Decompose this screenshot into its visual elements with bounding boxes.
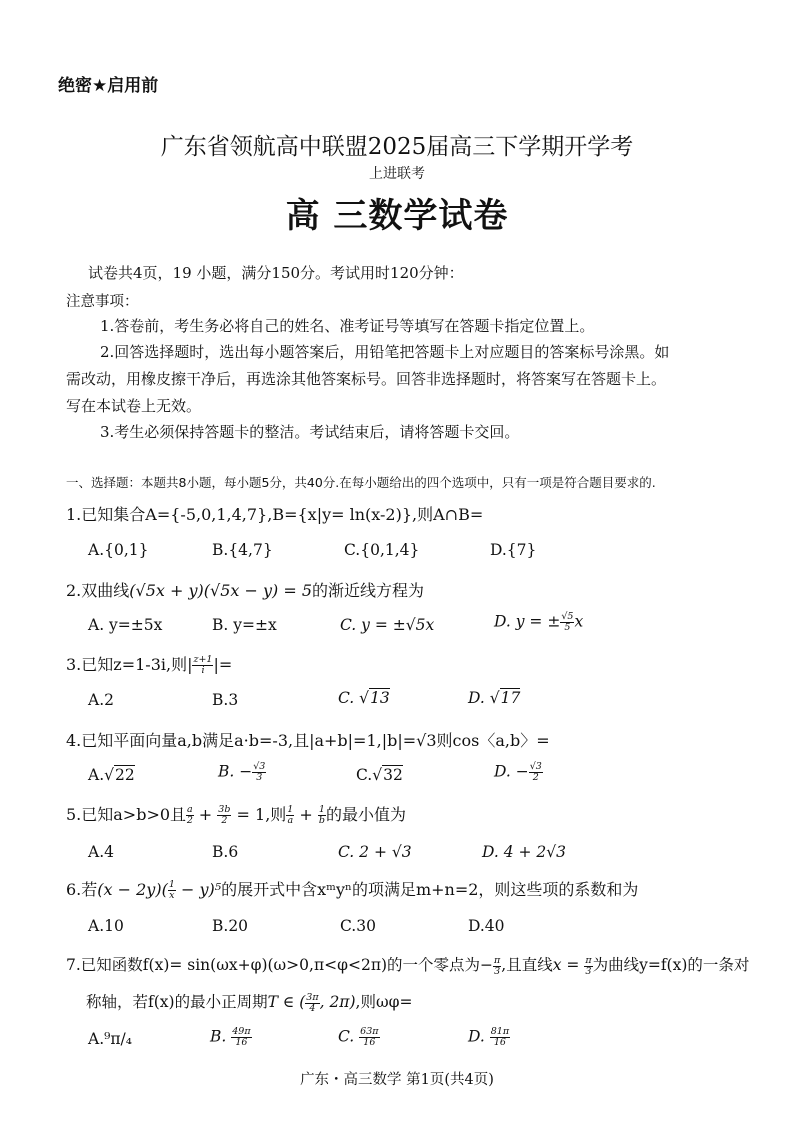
note-2-line-1: 2.回答选择题时，选出每小题答案后，用铅笔把答题卡上对应题目的答案标号涂黑。如	[100, 343, 670, 361]
q7-line2-T2: , 2π)	[319, 993, 356, 1011]
q7-d-num: 81π	[490, 1026, 510, 1037]
question-5-stem	[66, 802, 406, 826]
q5-f3-den: a	[287, 815, 294, 826]
q5-plus-2: +	[294, 805, 318, 824]
exam-subtitle: 上进联考	[369, 166, 425, 182]
q4-option-c: C.√32	[356, 766, 403, 784]
q5-f1-den: 2	[186, 815, 193, 826]
q3-d-radicand: 17	[500, 689, 521, 707]
note-2-line-2: 需改动，用橡皮擦干净后，再选涂其他答案标号。回答非选择题时，将答案写在答题卡上。	[66, 370, 667, 388]
q7-x-num: π	[585, 954, 592, 966]
q7-c-den: 16	[363, 1037, 376, 1048]
note-2-line-3: 写在本试卷上无效。	[66, 397, 202, 415]
q6-f-den: x	[169, 890, 175, 901]
note-3: 3.考生必须保持答题卡的整洁。考试结束后，请将答题卡交回。	[100, 423, 520, 441]
q3-option-c: C. √13	[338, 689, 390, 707]
q6-fraction	[168, 880, 176, 901]
exam-title: 广东省领航高中联盟2025届高三下学期开学考	[160, 134, 634, 160]
q2-d-fraction	[560, 612, 574, 633]
q7-option-b	[210, 1027, 252, 1048]
q7-b-fraction	[231, 1027, 251, 1048]
q3-d-pre: D.	[468, 689, 490, 707]
q4-d-fraction	[529, 762, 543, 783]
q5-f3-num: 1	[287, 804, 294, 815]
q7-t-den: 4	[309, 1002, 316, 1014]
q4-d-den: 2	[532, 772, 539, 783]
q6-stem-post: 的展开式中含xᵐyⁿ的项满足m+n=2，则这些项的系数和为	[221, 880, 639, 899]
q5-f4-num: 1	[318, 804, 325, 815]
q3-option-a: A.2	[88, 691, 114, 709]
q1-option-a: A.{0,1}	[88, 541, 149, 559]
q2-d-num: √5	[561, 611, 574, 622]
q4-c-pre: C.	[356, 766, 373, 784]
q7-line1-pre: 7.已知函数f(x)= sin(ωx+φ)(ω>0,π<φ<2π)的一个零点为−	[66, 956, 494, 974]
q7-period-fraction	[305, 993, 319, 1014]
q4-b-fraction	[252, 762, 266, 783]
q7-option-a: A.⁹π/₄	[88, 1030, 132, 1048]
q6-stem-pre: 6.若	[66, 880, 98, 899]
q3-option-d: D. √17	[468, 689, 521, 707]
q3-stem-pre: 3.已知z=1-3i,则|	[66, 655, 193, 674]
q4-d-num: √3	[529, 761, 542, 772]
question-7-line-2	[86, 990, 412, 1014]
q5-option-c: C. 2 + √3	[338, 843, 412, 861]
question-1-stem: 1.已知集合A={-5,0,1,4,7},B={x|y= ln(x-2)},则A∩B=	[66, 505, 484, 524]
q5-f2-num: 3b	[218, 804, 231, 815]
exam-summary: 试卷共4页，19 小题，满分150分。考试用时120分钟：	[88, 264, 464, 282]
q4-b-num: √3	[253, 761, 266, 772]
q7-line2-post: ,则ωφ=	[355, 993, 413, 1011]
question-6-stem	[66, 877, 638, 901]
q2-stem-pre: 2.双曲线	[66, 581, 130, 600]
q7-option-d	[468, 1027, 510, 1048]
q7-line2-pre: 称轴，若f(x)的最小正周期	[86, 993, 268, 1011]
q1-option-d: D.{7}	[490, 541, 537, 559]
q7-x-den: 3	[585, 965, 592, 977]
q2-d-den: 5	[564, 622, 571, 633]
q7-d-den: 16	[493, 1037, 506, 1048]
notes-title: 注意事项：	[66, 294, 139, 310]
q7-z-num: π	[494, 954, 501, 966]
q4-option-b	[218, 762, 266, 783]
q5-f1-num: a	[187, 804, 193, 815]
q5-plus: +	[193, 805, 218, 824]
q5-stem-post: 的最小值为	[325, 805, 406, 824]
q4-c-radicand: 32	[383, 766, 403, 784]
q7-line2-T: T ∈ (	[267, 993, 306, 1011]
question-7-line-1	[66, 953, 749, 977]
q5-f4-den: b	[318, 815, 325, 826]
q3-frac-num: z+1	[193, 654, 213, 665]
q7-z-den: 3	[494, 965, 501, 977]
q5-option-a: A.4	[88, 843, 114, 861]
q5-f2-den: 2	[221, 815, 228, 826]
q7-c-pre: C.	[338, 1027, 360, 1046]
q2-stem-post: 的渐近线方程为	[312, 581, 425, 600]
q5-stem-pre: 5.已知a>b>0且	[66, 805, 187, 824]
q7-option-c	[338, 1027, 380, 1048]
q3-c-pre: C.	[338, 689, 360, 707]
q5-option-d: D. 4 + 2√3	[482, 843, 567, 861]
q7-c-num: 63π	[360, 1026, 379, 1037]
q7-axis-fraction	[584, 956, 592, 977]
q2-option-d	[494, 612, 583, 633]
q6-f-num: 1	[168, 879, 175, 890]
q2-stem-math: (√5x + y)(√5x − y) = 5	[129, 581, 313, 600]
q4-b-den: 3	[256, 772, 263, 783]
q7-b-num: 49π	[232, 1026, 251, 1037]
q7-d-pre: D.	[468, 1027, 490, 1046]
q3-c-radicand: 13	[370, 689, 390, 707]
section-heading: 一、选择题：本题共8小题，每小题5分，共40分.在每小题给出的四个选项中，只有一项是符合题目要求的.	[66, 475, 656, 490]
q6-option-d: D.40	[468, 917, 505, 935]
question-2-stem	[66, 578, 424, 601]
q6-option-c: C.30	[340, 917, 376, 935]
q2-option-a: A. y=±5x	[88, 616, 163, 634]
q3-frac-den: i	[201, 665, 205, 676]
q1-option-b: B.{4,7}	[212, 541, 273, 559]
q7-line1-post: 为曲线y=f(x)的一条对	[592, 956, 750, 974]
q6-option-b: B.20	[212, 917, 249, 935]
q7-b-den: 16	[235, 1037, 248, 1048]
q2-d-post: x	[574, 612, 584, 631]
q6-option-a: A.10	[88, 917, 124, 935]
confidential-label: 绝密★启用前	[58, 76, 159, 96]
q5-fraction-1	[186, 805, 194, 826]
question-3-stem	[66, 652, 232, 676]
q6-math-2: − y)⁵	[175, 880, 222, 899]
q7-c-fraction	[359, 1027, 379, 1048]
q2-option-b: B. y=±x	[212, 616, 277, 634]
q7-b-pre: B.	[210, 1027, 232, 1046]
q3-option-b: B.3	[212, 691, 239, 709]
q2-option-c: C. y = ±√5x	[340, 616, 435, 634]
q4-option-a: A.√22	[88, 766, 135, 784]
q5-fraction-2	[217, 805, 231, 826]
q5-mid: = 1,则	[231, 805, 287, 824]
q4-b-pre: B. −	[218, 762, 253, 781]
page-footer: 广东・高三数学 第1页(共4页)	[300, 1072, 494, 1088]
q1-option-c: C.{0,1,4}	[344, 541, 420, 559]
paper-title: 高 三数学试卷	[285, 196, 509, 236]
q4-a-pre: A.	[88, 766, 105, 784]
q5-fraction-4	[318, 805, 326, 826]
q3-stem-post: |=	[213, 655, 233, 674]
q3-fraction	[192, 655, 213, 676]
q4-d-pre: D. −	[494, 762, 529, 781]
q4-a-radicand: 22	[115, 766, 135, 784]
q7-line1-x: x =	[552, 956, 585, 974]
q2-d-pre: D. y = ±	[494, 612, 561, 631]
q7-line1-mid: ,且直线	[501, 956, 553, 974]
q7-d-fraction	[490, 1027, 510, 1048]
q4-option-d	[494, 762, 543, 783]
note-1: 1.答卷前，考生务必将自己的姓名、准考证号等填写在答题卡指定位置上。	[100, 317, 595, 335]
q6-math-1: (x − 2y)(	[97, 880, 168, 899]
q5-option-b: B.6	[212, 843, 239, 861]
question-4-stem: 4.已知平面向量a,b满足a·b=-3,且|a+b|=1,|b|=√3则cos〈a,b〉=	[66, 731, 550, 750]
q7-t-num: 3π	[306, 991, 319, 1003]
